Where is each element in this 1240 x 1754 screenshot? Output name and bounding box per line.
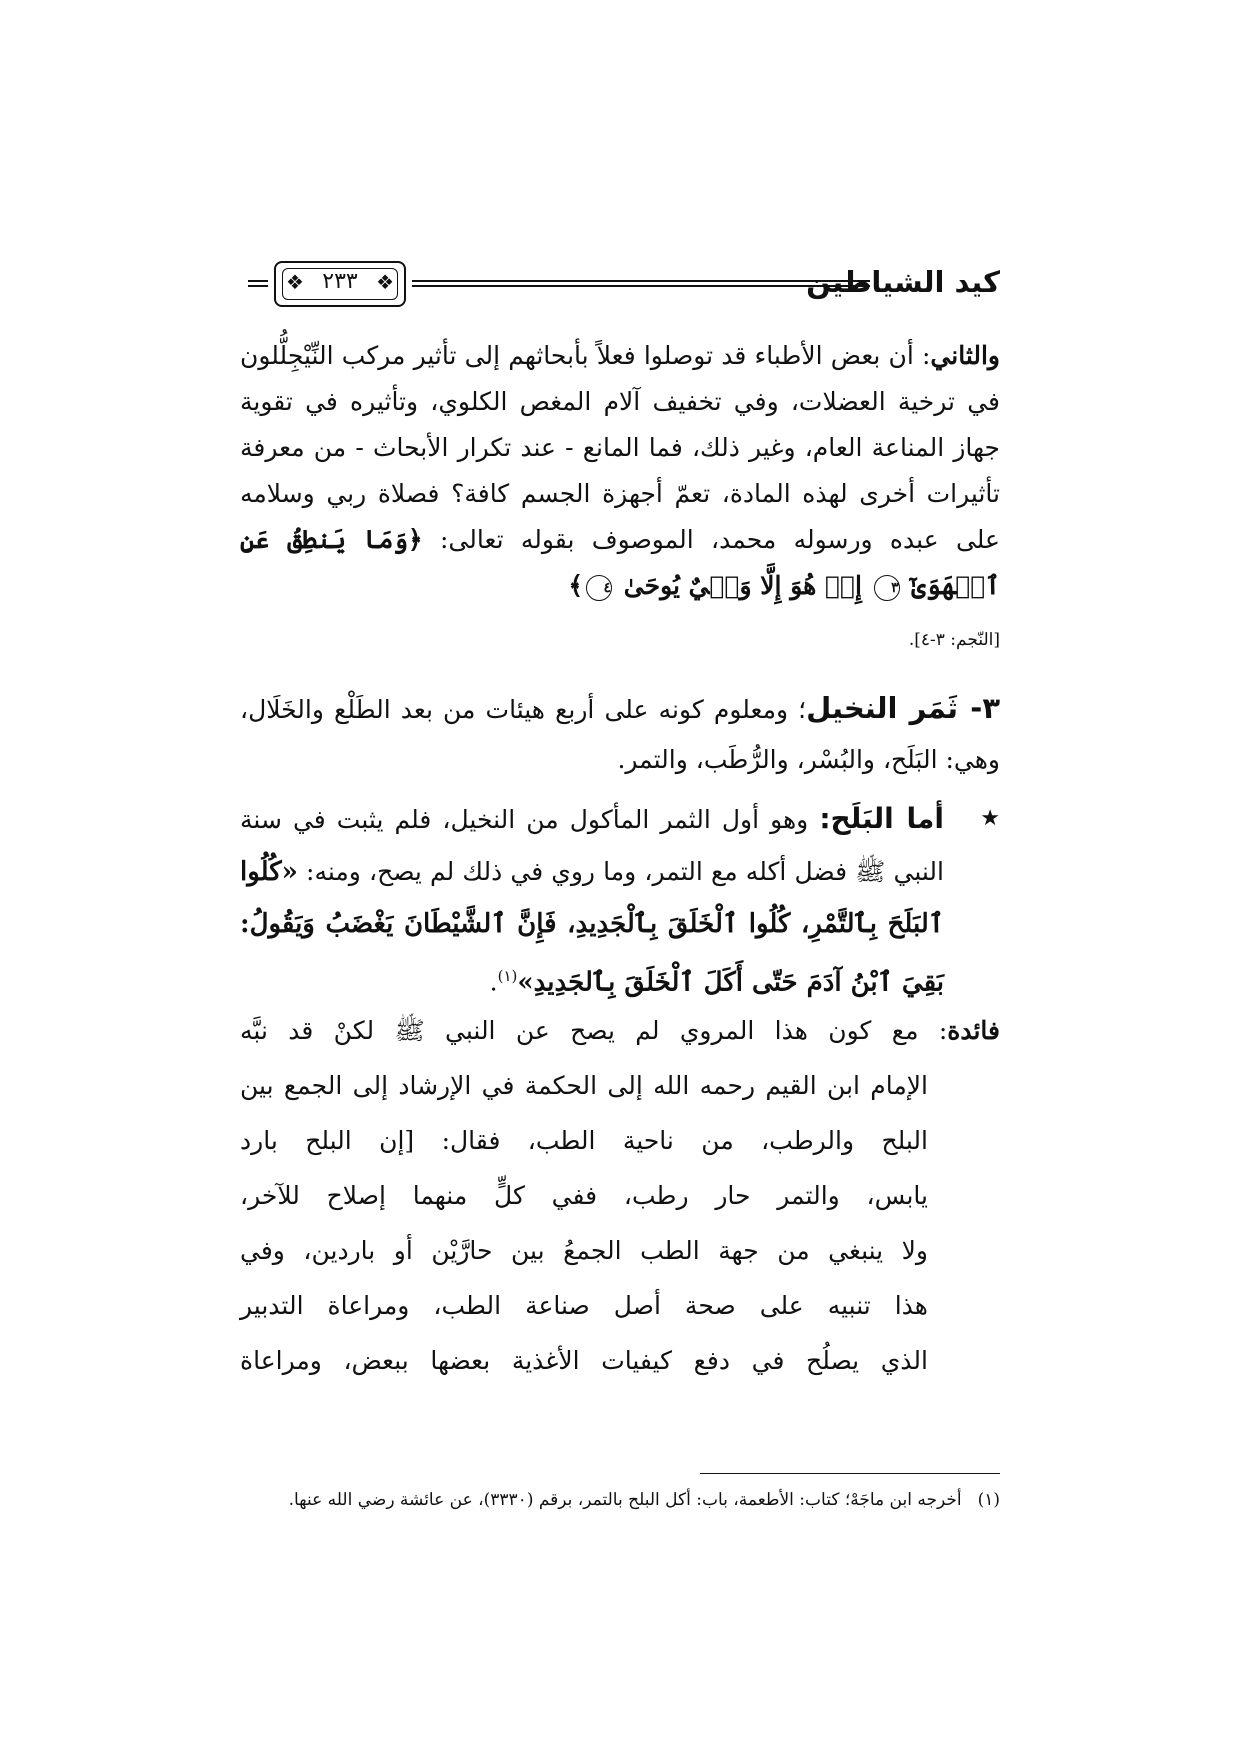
ornament-icon: ❖: [376, 270, 394, 294]
paragraph-text: : أن بعض الأطباء قد توصلوا فعلاً بأبحاثهم إلى تأثير مركب النِّيْجِلُّلون في ترخية العضلات، وفي تخفيف آلام المغص الكلوي، وتأثيره في تقوية جهاز المناعة العام، وغير ذلك، فما المانع - عند تكرار الأبحاث - من معرفة تأثيرات أخرى لهذه المادة، تعمّ أجهزة الجسم كافة؟ فصلاة ربي وسلامه على عبده ورسوله محمد، الموصوف بقوله تعالى:: [240, 341, 1000, 554]
paragraph-text: ؛ ومعلوم كونه على أربع هيئات من بعد الطَلْع والخَلَال، وهي: البَلَح، والبُسْر، والرُّطَب، والتمر.: [240, 695, 1000, 774]
benefit-line: يابس، والتمر حار رطب، ففي كلٍّ منهما إصلاح للآخر،: [240, 1181, 928, 1210]
footnote: [240, 1486, 1000, 1514]
benefit-text: : مع كون هذا المروي لم يصح عن النبي ﷺ لكنْ قد نبَّه: [240, 1016, 948, 1045]
bullet-body: وهو أول الثمر المأكول من النخيل، فلم يثبت في سنة النبي ﷺ فضل أكله مع التمر، وما روي في ذلك لم يصح، ومنه:: [240, 805, 944, 886]
benefit-line: ولا ينبغي من جهة الطب الجمعُ بين حارَّيْن أو باردين، وفي: [240, 1236, 928, 1265]
verse-bracket: ﴾: [568, 571, 584, 600]
ayah-number-marker: ٣: [874, 575, 900, 601]
section-heading: ٣- ثَمَر النخيل: [806, 691, 1001, 725]
page-header: [248, 258, 1000, 314]
paragraph-lead: والثاني: [930, 341, 1000, 370]
verse-reference: [النّجم: ٣-٤].: [908, 630, 1000, 650]
benefit-first-line: [240, 1003, 1000, 1058]
verse-text: ﴿وَمَا يَنطِقُ عَنِ ٱلۡهَوَىٰٓ: [240, 525, 1000, 600]
page-number: ٢٣٣: [322, 269, 358, 294]
footnote-number: (١): [977, 1490, 1000, 1510]
benefit-line: البلح والرطب، من ناحية الطب، فقال: [إن البلح بارد: [240, 1126, 928, 1155]
footnote-text: أخرجه ابن ماجَهْ؛ كتاب: الأطعمة، باب: أكل البلح بالتمر، برقم (٣٣٣٠)، عن عائشة رضي الله عنها.: [288, 1490, 962, 1510]
header-double-rule: [412, 280, 870, 287]
header-double-rule-end: [248, 280, 268, 287]
benefit-line: الذي يصلُح في دفع كيفيات الأغذية بعضها ببعض، ومراعاة: [240, 1346, 928, 1375]
page-number-badge: [274, 261, 406, 307]
benefit-note: [240, 1003, 1000, 1388]
verse-text: إِنۡ هُوَ إِلَّا وَحۡيٌ يُوحَىٰ: [623, 571, 862, 600]
paragraph-second-point: [240, 333, 1000, 609]
bullet-lead: أما البَلَح:: [819, 802, 944, 835]
bullet-balah: [240, 793, 1000, 1008]
punctuation: .: [489, 967, 498, 997]
benefit-line: هذا تنبيه على صحة أصل صناعة الطب، ومراعاة التدبير: [240, 1291, 928, 1320]
running-title: كيد الشياطين: [806, 265, 1000, 299]
ornament-icon: ❖: [286, 270, 304, 294]
hadith-quote: «كُلُوا ٱلبَلَحَ بِٱلتَّمْرِ، كُلُوا ٱلْخَلَقَ بِٱلْجَدِيدِ، فَإِنَّ ٱلشَّيْطَانَ يَغْضَبُ وَيَقُولُ: بَقِيَ ٱبْنُ آدَمَ حَتّى أَكَلَ ٱلْخَلَقَ بِٱلجَدِيدِ»: [240, 857, 944, 998]
ayah-number-marker: ٤: [586, 575, 612, 601]
benefit-label: فائدة: [947, 1016, 1000, 1045]
footnote-reference: (١): [497, 967, 518, 985]
benefit-line: الإمام ابن القيم رحمه الله إلى الحكمة في الإرشاد إلى الجمع بين: [240, 1071, 928, 1100]
star-bullet-icon: ★: [980, 806, 1000, 831]
bullet-text: [240, 793, 944, 1008]
paragraph-date-fruit: [240, 683, 1000, 785]
footnote-separator: [700, 1473, 1000, 1474]
